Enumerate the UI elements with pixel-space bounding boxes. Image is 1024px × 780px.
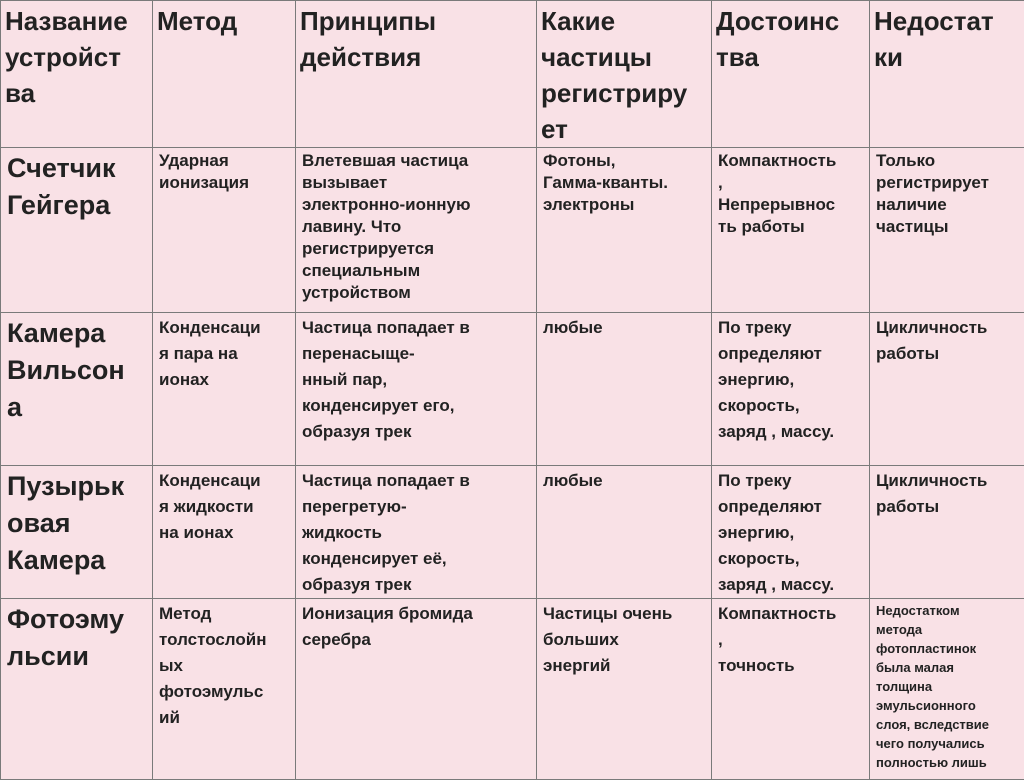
principle-cell: Влетевшая частица вызывает электронно-ионную лавину. Что регистрируется специальным устройством (296, 148, 537, 313)
header-particles: Какие частицы регистриру ет (537, 1, 712, 148)
disadvantages-cell: Недостатком метода фотопластинок была малая толщина эмульсионного слоя, вследствие чего получались полностью лишь (870, 599, 1024, 780)
advantages-cell: По треку определяют энергию, скорость, заряд , массу. (712, 313, 870, 466)
advantages-cell: По треку определяют энергию, скорость, заряд , массу. (712, 466, 870, 599)
device-name-cell: Фотоэму льсии (1, 599, 153, 780)
method-cell: Ударная ионизация (153, 148, 296, 313)
table-row (1, 313, 1024, 466)
table-row (1, 466, 1024, 599)
principle-cell: Ионизация бромида серебра (296, 599, 537, 780)
method-cell: Метод толстослойн ых фотоэмульс ий (153, 599, 296, 780)
method-cell: Конденсаци я пара на ионах (153, 313, 296, 466)
header-advantages: Достоинс тва (712, 1, 870, 148)
device-name-cell: Камера Вильсон а (1, 313, 153, 466)
disadvantages-cell: Только регистрирует наличие частицы (870, 148, 1024, 313)
particles-cell: Фотоны, Гамма-кванты. электроны (537, 148, 712, 313)
header-principle: Принципы действия (296, 1, 537, 148)
header-device-name: Название устройст ва (1, 1, 153, 148)
principle-cell: Частица попадает в перенасыще- нный пар, конденсирует его, образуя трек (296, 313, 537, 466)
particles-cell: любые (537, 466, 712, 599)
header-method: Метод (153, 1, 296, 148)
advantages-cell: Компактность , точность (712, 599, 870, 780)
disadvantages-cell: Цикличность работы (870, 466, 1024, 599)
advantages-cell: Компактность , Непрерывнос ть работы (712, 148, 870, 313)
particles-cell: любые (537, 313, 712, 466)
disadvantages-cell: Цикличность работы (870, 313, 1024, 466)
device-name-cell: Пузырьк овая Камера (1, 466, 153, 599)
method-cell: Конденсаци я жидкости на ионах (153, 466, 296, 599)
principle-cell: Частица попадает в перегретую- жидкость конденсирует её, образуя трек (296, 466, 537, 599)
table-header-row (1, 1, 1024, 148)
device-name-cell: Счетчик Гейгера (1, 148, 153, 313)
header-disadvantages: Недостат ки (870, 1, 1024, 148)
table-row (1, 148, 1024, 313)
table-row (1, 599, 1024, 780)
particles-cell: Частицы очень больших энергий (537, 599, 712, 780)
